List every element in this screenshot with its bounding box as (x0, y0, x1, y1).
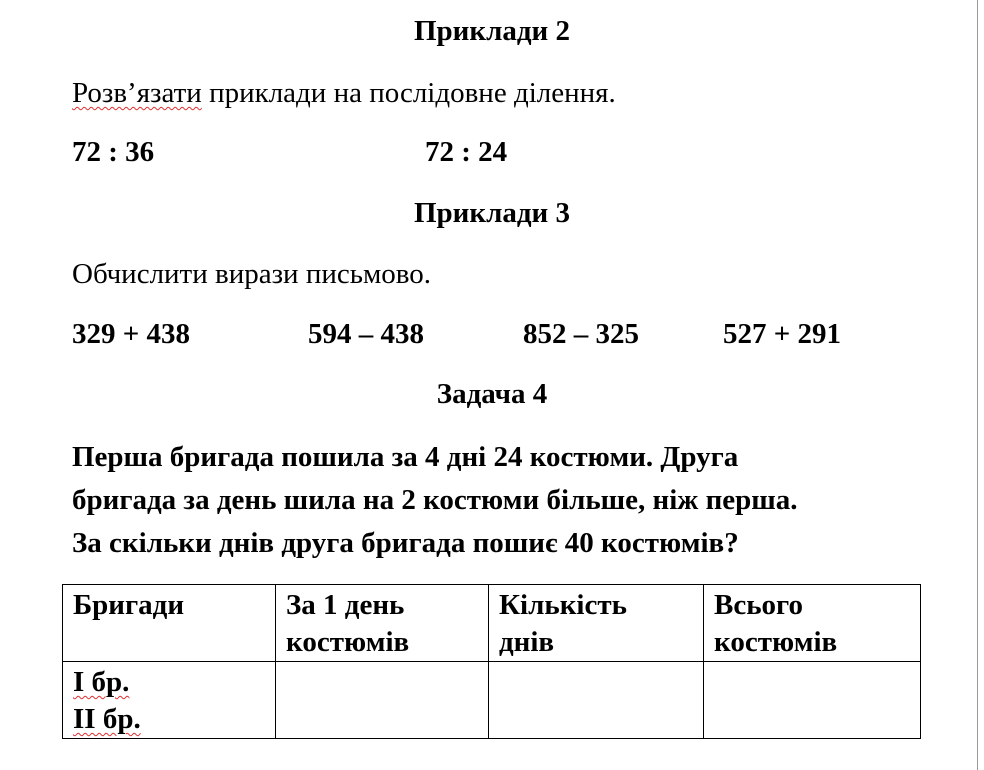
header-days-count-line-2: днів (499, 626, 555, 658)
section3-expression-4: 527 + 291 (723, 318, 842, 350)
section3-expression-2: 594 – 438 (308, 318, 424, 350)
table-header-row (63, 585, 921, 662)
section3-expression-3: 852 – 325 (523, 318, 639, 350)
section2-instruction (72, 76, 616, 110)
header-per-day (276, 585, 489, 662)
cell-days-count-empty[interactable] (489, 662, 704, 739)
section2-instruction-word: Розв’язати (72, 77, 202, 109)
section2-instruction-rest: приклади на послідовне ділення. (201, 77, 616, 109)
row-labels-cell (63, 662, 276, 739)
cell-per-day-empty[interactable] (276, 662, 489, 739)
cell-total-empty[interactable] (704, 662, 921, 739)
section3-title: Приклади 3 (413, 197, 570, 229)
section3-expression-1: 329 + 438 (72, 318, 191, 350)
header-total-line-2: костюмів (714, 626, 838, 658)
header-per-day-line-1: За 1 день (286, 589, 405, 621)
row-label-second-brigade (73, 701, 267, 738)
header-days-count-line-1: Кількість (499, 589, 627, 621)
section3-instruction: Обчислити вирази письмово. (72, 258, 432, 290)
header-brigades (63, 585, 276, 662)
problem-line-3: За скільки днів друга бригада пошиє 40 костюмів? (72, 527, 739, 559)
header-brigades-line-1: Бригади (73, 589, 185, 621)
problem-line-1: Перша бригада пошила за 4 дні 24 костюми. Друга (72, 441, 739, 473)
header-per-day-line-2: костюмів (286, 626, 410, 658)
row-label-first-brigade-text: І бр. (73, 666, 130, 698)
section2-example-1: 72 : 36 (72, 136, 155, 168)
header-total-line-1: Всього (714, 589, 803, 621)
section2-title: Приклади 2 (413, 15, 570, 47)
section4-title: Задача 4 (436, 378, 548, 410)
table-row (63, 662, 921, 739)
brigade-table (62, 584, 921, 739)
header-days-count (489, 585, 704, 662)
section2-example-2: 72 : 24 (425, 136, 508, 168)
row-label-second-brigade-text: ІІ бр. (73, 703, 141, 735)
problem-text (72, 436, 932, 565)
header-total (704, 585, 921, 662)
problem-line-2: бригада за день шила на 2 костюми більше, ніж перша. (72, 484, 798, 516)
row-label-first-brigade (73, 664, 267, 701)
